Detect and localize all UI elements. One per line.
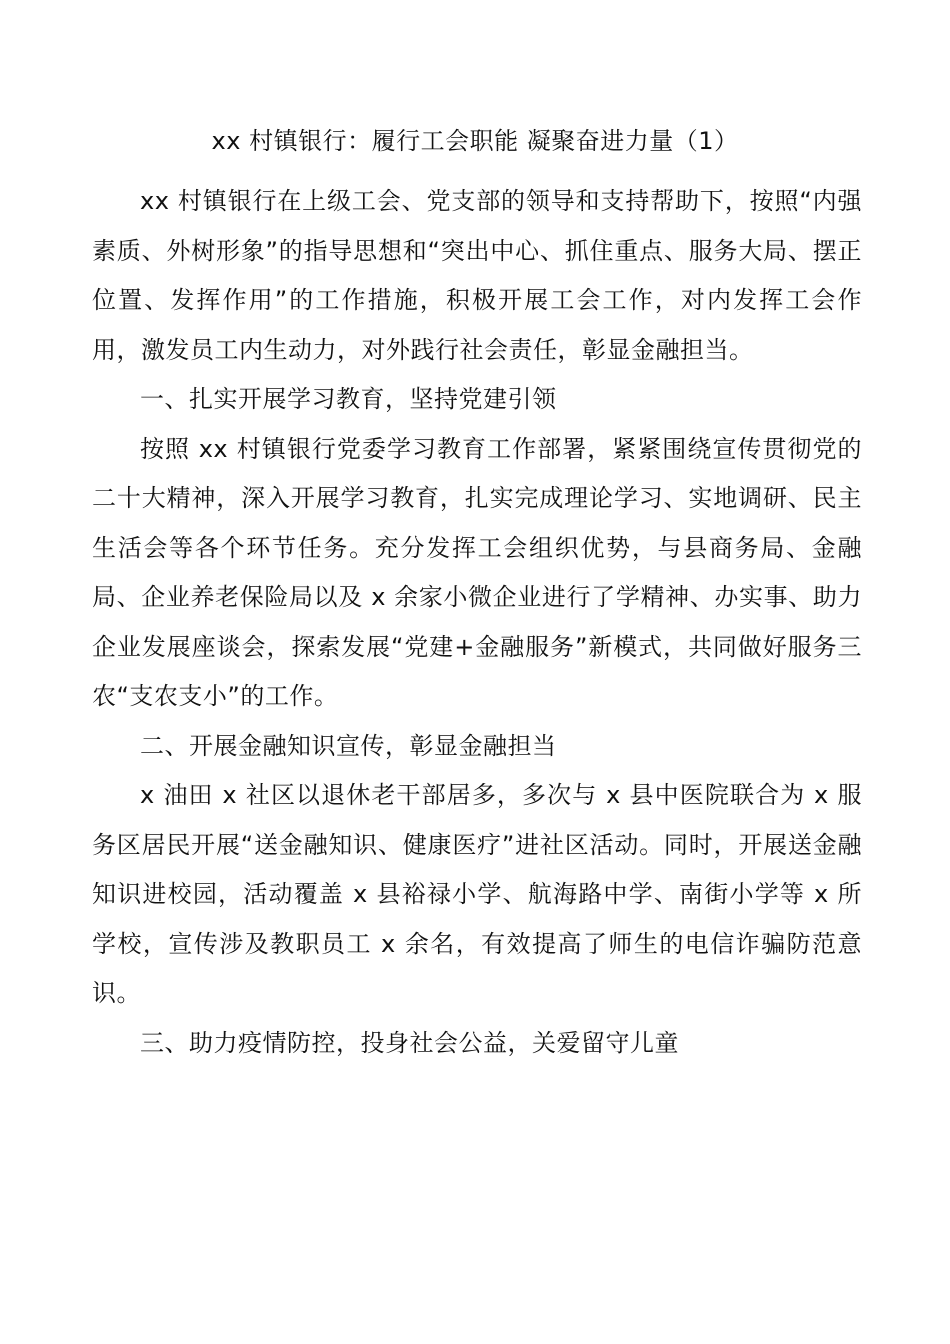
document-title: xx 村镇银行：履行工会职能 凝聚奋进力量（1） <box>211 127 739 155</box>
section-2-paragraph: x 油田 x 社区以退休老干部居多，多次与 x 县中医院联合为 x 服务区居民开展“送金融知识、健康医疗”进社区活动。同时，开展送金融知识进校园，活动覆盖 x 县裕禄小学、航海路中学、南街小学等 x 所学校，宣传涉及教职员工 x 余名，有效提高了师生的电信诈骗防范意识。 <box>92 781 862 1007</box>
section-1-paragraph: 按照 xx 村镇银行党委学习教育工作部署，紧紧围绕宣传贯彻党的二十大精神，深入开展学习教育，扎实完成理论学习、实地调研、民主生活会等各个环节任务。充分发挥工会组织优势，与县商务局、金融局、企业养老保险局以及 x 余家小微企业进行了学精神、办实事、助力企业发展座谈会，探索发展“党建+金融服务”新模式，共同做好服务三农“支农支小”的工作。 <box>92 434 862 710</box>
document-body <box>92 177 862 1068</box>
section-heading-3: 三、助力疫情防控，投身社会公益，关爱留守儿童 <box>140 1028 679 1057</box>
section-heading-2: 二、开展金融知识宣传，彰显金融担当 <box>140 731 557 760</box>
section-heading-1: 一、扎实开展学习教育，坚持党建引领 <box>140 385 557 413</box>
intro-paragraph: xx 村镇银行在上级工会、党支部的领导和支持帮助下，按照“内强素质、外树形象”的指导思想和“突出中心、抓住重点、服务大局、摆正位置、发挥作用”的工作措施，积极开展工会工作，对内发挥工会作用，激发员工内生动力，对外践行社会责任，彰显金融担当。 <box>92 187 862 364</box>
